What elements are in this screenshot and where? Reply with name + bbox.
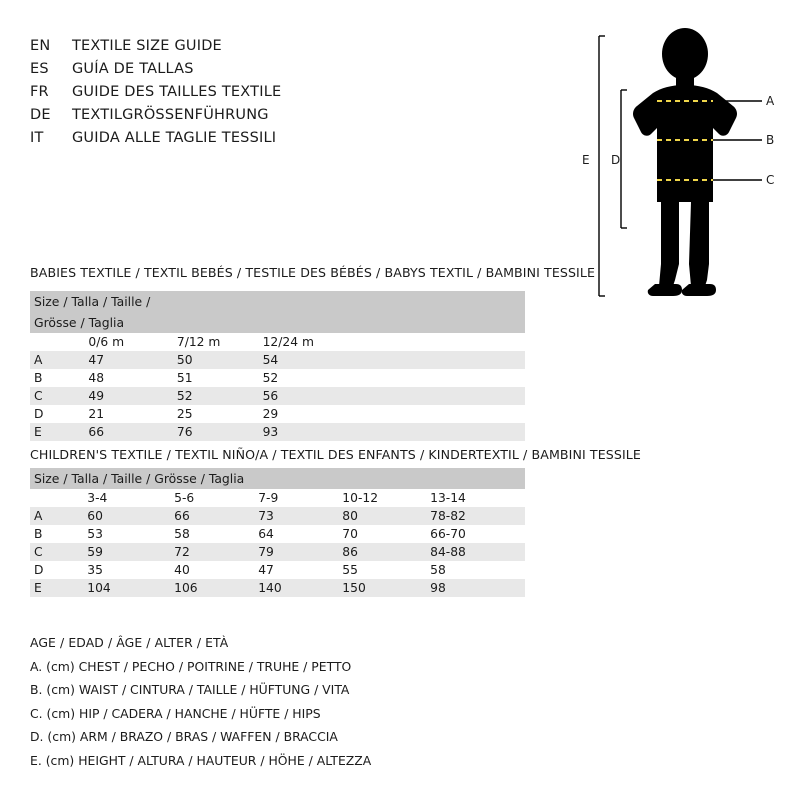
language-code-fr: FR bbox=[30, 84, 49, 100]
legend-a-chest: A. (cm) CHEST / PECHO / POITRINE / TRUHE / PETTO bbox=[30, 658, 352, 674]
children-cell-c-0: 59 bbox=[83, 543, 170, 561]
children-section-caption: CHILDREN'S TEXTILE / TEXTIL NIÑO/A / TEXTIL DES ENFANTS / KINDERTEXTIL / BAMBINI TESSILE bbox=[30, 447, 641, 462]
children-cell-e-1: 106 bbox=[170, 579, 254, 597]
children-row-label-e: E bbox=[30, 579, 83, 597]
babies-cell-d-2: 29 bbox=[262, 407, 279, 421]
babies-cell-a-2: 54 bbox=[259, 351, 525, 369]
babies-row-label-b: B bbox=[34, 371, 43, 385]
children-cell-b-4: 66-70 bbox=[430, 527, 466, 541]
figure-marker-a: A bbox=[766, 94, 775, 108]
children-cell-a-1: 66 bbox=[170, 507, 254, 525]
children-row-label-a: A bbox=[30, 507, 83, 525]
title-text-it: GUIDA ALLE TAGLIE TESSILI bbox=[72, 130, 277, 146]
children-col-1: 5-6 bbox=[174, 491, 195, 505]
child-silhouette bbox=[633, 28, 737, 296]
babies-cell-c-0: 49 bbox=[84, 387, 172, 405]
title-row-fr bbox=[30, 84, 550, 107]
babies-cell-d-0: 21 bbox=[88, 407, 105, 421]
babies-section-caption: BABIES TEXTILE / TEXTIL BEBÉS / TESTILE DES BÉBÉS / BABYS TEXTIL / BAMBINI TESSILE bbox=[30, 265, 596, 280]
title-text-de: TEXTILGRÖSSENFÜHRUNG bbox=[72, 107, 269, 123]
children-cell-e-2: 140 bbox=[254, 579, 338, 597]
babies-header-label: Size / Talla / Taille / Grösse / Taglia bbox=[30, 291, 173, 333]
table-row bbox=[30, 507, 525, 525]
table-row bbox=[30, 543, 525, 561]
children-row-label-d: D bbox=[34, 563, 44, 577]
children-cell-d-1: 40 bbox=[174, 563, 190, 577]
babies-row-label-a: A bbox=[30, 351, 84, 369]
babies-cell-e-2: 93 bbox=[259, 423, 525, 441]
children-cell-d-4: 58 bbox=[430, 563, 446, 577]
children-row-label-b: B bbox=[34, 527, 43, 541]
babies-cell-b-0: 48 bbox=[88, 371, 105, 385]
children-cell-b-1: 58 bbox=[174, 527, 190, 541]
title-row-it bbox=[30, 130, 550, 153]
children-row-label-c: C bbox=[30, 543, 83, 561]
legend-b-waist: B. (cm) WAIST / CINTURA / TAILLE / HÜFTUNG / VITA bbox=[30, 682, 350, 698]
table-row bbox=[30, 387, 525, 405]
babies-col-2: 12/24 m bbox=[262, 335, 314, 349]
title-row-es bbox=[30, 61, 550, 84]
title-block bbox=[30, 38, 550, 153]
language-code-en: EN bbox=[30, 38, 51, 54]
table-header-row bbox=[30, 468, 525, 489]
measurement-legend bbox=[30, 631, 371, 773]
babies-cell-d-1: 25 bbox=[176, 407, 193, 421]
babies-cell-a-1: 50 bbox=[173, 351, 259, 369]
title-text-es: GUÍA DE TALLAS bbox=[72, 61, 194, 77]
babies-column-header-row bbox=[30, 333, 525, 351]
table-row bbox=[30, 351, 525, 369]
legend-age: AGE / EDAD / ÂGE / ALTER / ETÀ bbox=[30, 635, 229, 650]
children-col-2: 7-9 bbox=[258, 491, 279, 505]
children-cell-d-0: 35 bbox=[87, 563, 103, 577]
babies-col-0: 0/6 m bbox=[88, 335, 125, 349]
children-cell-b-2: 64 bbox=[258, 527, 274, 541]
children-cell-a-2: 73 bbox=[254, 507, 338, 525]
babies-cell-b-2: 52 bbox=[262, 371, 279, 385]
table-row bbox=[30, 561, 525, 579]
children-col-4: 13-14 bbox=[430, 491, 466, 505]
children-cell-d-3: 55 bbox=[342, 563, 358, 577]
legend-d-arm: D. (cm) ARM / BRAZO / BRAS / WAFFEN / BRACCIA bbox=[30, 729, 338, 745]
table-row bbox=[30, 405, 525, 423]
language-code-it: IT bbox=[30, 130, 44, 146]
table-row bbox=[30, 423, 525, 441]
figure-marker-b: B bbox=[766, 133, 775, 147]
babies-row-label-c: C bbox=[30, 387, 84, 405]
children-header-label: Size / Talla / Taille / Grösse / Taglia bbox=[30, 468, 254, 489]
language-code-de: DE bbox=[30, 107, 51, 123]
table-row bbox=[30, 369, 525, 387]
children-size-table bbox=[30, 468, 525, 597]
table-row bbox=[30, 525, 525, 543]
title-row-de bbox=[30, 107, 550, 130]
babies-cell-b-1: 51 bbox=[176, 371, 193, 385]
title-row-en bbox=[30, 38, 550, 61]
table-row bbox=[30, 579, 525, 597]
children-cell-e-0: 104 bbox=[83, 579, 170, 597]
children-cell-b-0: 53 bbox=[87, 527, 103, 541]
babies-row-label-d: D bbox=[34, 407, 44, 421]
language-code-es: ES bbox=[30, 61, 49, 77]
children-column-header-row bbox=[30, 489, 525, 507]
children-col-0: 3-4 bbox=[87, 491, 108, 505]
babies-cell-c-1: 52 bbox=[173, 387, 259, 405]
children-cell-c-4: 84-88 bbox=[426, 543, 525, 561]
children-cell-e-3: 150 bbox=[338, 579, 426, 597]
legend-e-height: E. (cm) HEIGHT / ALTURA / HAUTEUR / HÖHE / ALTEZZA bbox=[30, 752, 372, 768]
title-text-en: TEXTILE SIZE GUIDE bbox=[72, 38, 222, 54]
babies-row-label-e: E bbox=[30, 423, 84, 441]
children-cell-c-3: 86 bbox=[338, 543, 426, 561]
figure-marker-d: D bbox=[611, 153, 621, 167]
children-cell-c-2: 79 bbox=[254, 543, 338, 561]
children-cell-a-3: 80 bbox=[338, 507, 426, 525]
babies-size-table bbox=[30, 291, 525, 441]
babies-cell-e-0: 66 bbox=[84, 423, 172, 441]
children-cell-d-2: 47 bbox=[258, 563, 274, 577]
babies-col-1: 7/12 m bbox=[176, 335, 221, 349]
table-header-row bbox=[30, 291, 525, 333]
babies-cell-a-0: 47 bbox=[84, 351, 172, 369]
babies-cell-e-1: 76 bbox=[173, 423, 259, 441]
children-cell-a-0: 60 bbox=[83, 507, 170, 525]
figure-marker-c: C bbox=[766, 173, 775, 187]
measurement-figure bbox=[575, 28, 790, 318]
babies-cell-c-2: 56 bbox=[259, 387, 525, 405]
children-cell-e-4: 98 bbox=[426, 579, 525, 597]
children-cell-b-3: 70 bbox=[342, 527, 358, 541]
figure-marker-e: E bbox=[582, 153, 590, 167]
children-cell-c-1: 72 bbox=[170, 543, 254, 561]
title-text-fr: GUIDE DES TAILLES TEXTILE bbox=[72, 84, 282, 100]
children-cell-a-4: 78-82 bbox=[426, 507, 525, 525]
children-col-3: 10-12 bbox=[342, 491, 379, 505]
child-silhouette-diagram bbox=[575, 28, 790, 318]
legend-c-hip: C. (cm) HIP / CADERA / HANCHE / HÜFTE / HIPS bbox=[30, 705, 321, 721]
